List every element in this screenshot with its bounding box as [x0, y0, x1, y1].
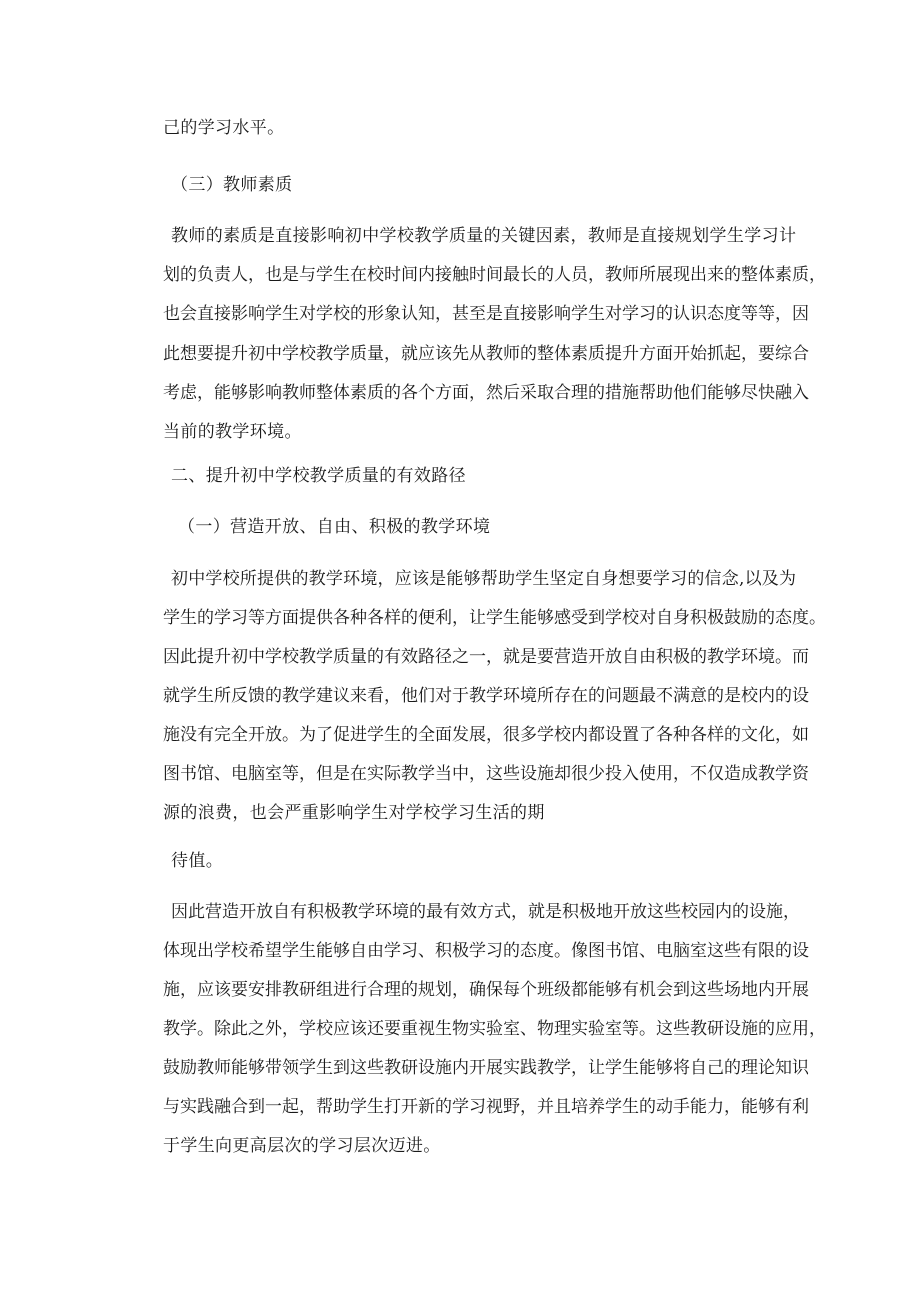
text-line: 划的负责人，也是与学生在校时间内接触时间最长的人员，教师所展现出来的整体素质， — [163, 265, 826, 285]
text-line: 此想要提升初中学校教学质量，就应该先从教师的整体素质提升方面开始抓起，要综合 — [163, 344, 809, 364]
text-line: 初中学校所提供的教学环境，应该是能够帮助学生坚定自身想要学习的信念,以及为 — [171, 569, 796, 589]
text-line: 源的浪费，也会严重影响学生对学校学习生活的期 — [163, 803, 545, 823]
text-line: 因此营造开放自有积极教学环境的最有效方式，就是积极地开放这些校园内的设施， — [171, 902, 800, 922]
paragraph-fragment: 待值。 — [171, 851, 224, 871]
text-line: 于学生向更高层次的学习层次迈进。 — [163, 1136, 441, 1156]
text-line: 也会直接影响学生对学校的形象认知，甚至是直接影响学生对学习的认识态度等等，因 — [163, 304, 809, 324]
text-line: 施没有完全开放。为了促进学生的全面发展，很多学校内都设置了各种各样的文化，如 — [163, 725, 809, 745]
text-line: 就学生所反馈的教学建议来看，他们对于教学环境所存在的问题最不满意的是校内的设 — [163, 686, 809, 706]
text-line: 施，应该要安排教研组进行合理的规划，确保每个班级都能够有机会到这些场地内开展 — [163, 980, 809, 1000]
text-line: 当前的教学环境。 — [163, 422, 302, 442]
text-line: 考虑，能够影响教师整体素质的各个方面，然后采取合理的措施帮助他们能够尽快融入 — [163, 383, 809, 403]
text-line: 图书馆、电脑室等，但是在实际教学当中，这些设施却很少投入使用，不仅造成教学资 — [163, 764, 809, 784]
text-line: 教学。除此之外，学校应该还要重视生物实验室、物理实验室等。这些教研设施的应用， — [163, 1019, 826, 1039]
text-line: 鼓励教师能够带领学生到这些教研设施内开展实践教学，让学生能够将自己的理论知识 — [163, 1058, 809, 1078]
heading-section-2: 二、提升初中学校教学质量的有效路径 — [171, 466, 466, 486]
paragraph-continuation: 己的学习水平。 — [163, 118, 285, 138]
heading-subsection-1: （一）营造开放、自由、积极的教学环境 — [178, 517, 491, 537]
text-line: 因此提升初中学校教学质量的有效路径之一，就是要营造开放自由积极的教学环境。而 — [163, 647, 809, 667]
heading-teacher-quality: （三）教师素质 — [171, 175, 293, 195]
text-line: 与实践融合到一起，帮助学生打开新的学习视野，并且培养学生的动手能力，能够有利 — [163, 1097, 809, 1117]
text-line: 学生的学习等方面提供各种各样的便利，让学生能够感受到学校对自身积极鼓励的态度。 — [163, 608, 826, 628]
text-line: 教师的素质是直接影响初中学校教学质量的关键因素，教师是直接规划学生学习计 — [171, 226, 796, 246]
text-line: 体现出学校希望学生能够自由学习、积极学习的态度。像图书馆、电脑室这些有限的设 — [163, 941, 809, 961]
